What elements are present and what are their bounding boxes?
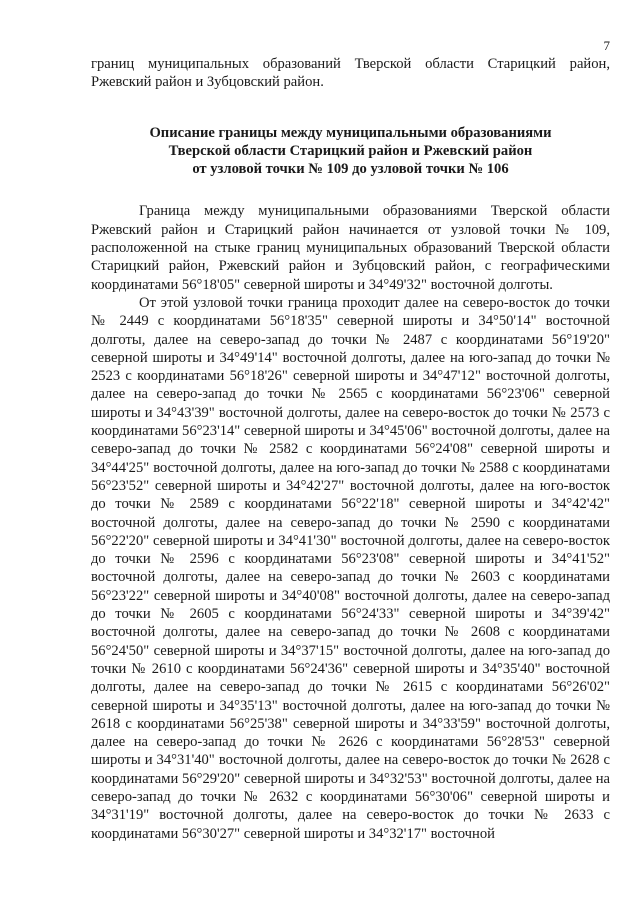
section-title-line: Тверской области Старицкий район и Ржевский район: [168, 142, 533, 159]
section-title-line: Описание границы между муниципальными образованиями: [149, 124, 552, 141]
intro-paragraph: границ муниципальных образований Тверской области Старицкий район, Ржевский район и Зубцовский район.: [91, 56, 610, 91]
section-title-line: от узловой точки № 109 до узловой точки № 106: [192, 161, 509, 178]
section-title: [91, 124, 610, 179]
body-paragraph: От этой узловой точки граница проходит далее на северо-восток до точки № 2449 с координатами 56°18'35" северной широты и 34°50'14" восточной долготы, далее на северо-запад до точки № 2487 с координатами 56°19'20" северной широты и 34°49'14" восточной долготы, далее на юго-запад до точки № 2523 с координатами 56°18'26" северной широты и 34°47'12" восточной долготы, далее на северо-запад до точки № 2565 с координатами 56°23'06" северной широты и 34°43'39" восточной долготы, далее на северо-восток до точки № 2573 с координатами 56°23'14" северной широты и 34°45'06" восточной долготы, далее на северо-запад до точки № 2582 с координатами 56°24'08" северной широты и 34°44'25" восточной долготы, далее на юго-запад до точки № 2588 с координатами 56°23'52" северной широты и 34°42'27" восточной долготы, далее на юго-восток до точки № 2589 с координатами 56°22'18" северной широты и 34°42'42" восточной долготы, далее на северо-запад до точки № 2590 с координатами 56°22'20" северной широты и 34°41'30" восточной долготы, далее на северо-восток до точки № 2596 с координатами 56°23'08" северной широты и 34°41'52" восточной долготы, далее на северо-запад до точки № 2603 с координатами 56°23'22" северной широты и 34°40'08" восточной долготы, далее на северо-запад до точки № 2605 с координатами 56°24'33" северной широты и 34°39'42" восточной долготы, далее на северо-запад до точки № 2608 с координатами 56°24'50" северной широты и 34°37'15" восточной долготы, далее на юго-запад до точки № 2610 с координатами 56°24'36" северной широты и 34°35'40" восточной долготы, далее на северо-запад до точки № 2615 с координатами 56°26'02" северной широты и 34°35'13" восточной долготы, далее на юго-запад до точки № 2618 с координатами 56°25'38" северной широты и 34°33'59" восточной долготы, далее на северо-запад до точки № 2626 с координатами 56°28'53" северной широты и 34°31'40" восточной долготы, далее на северо-восток до точки № 2628 с координатами 56°29'20" северной широты и 34°32'53" восточной долготы, далее на северо-запад до точки № 2632 с координатами 56°30'06" северной широты и 34°31'19" восточной долготы, далее на северо-восток до точки № 2633 с координатами 56°30'27" северной широты и 34°32'17" восточной: [91, 294, 610, 842]
page-number: 7: [603, 38, 610, 53]
body-paragraph: Граница между муниципальными образованиями Тверской области Ржевский район и Старицкий район начинается от узловой точки № 109, расположенной на стыке границ муниципальных образований Тверской области Старицкий район, Ржевский район и Зубцовский район, с географическими координатами 56°18'05" северной широты и 34°49'32" восточной долготы.: [91, 203, 610, 293]
